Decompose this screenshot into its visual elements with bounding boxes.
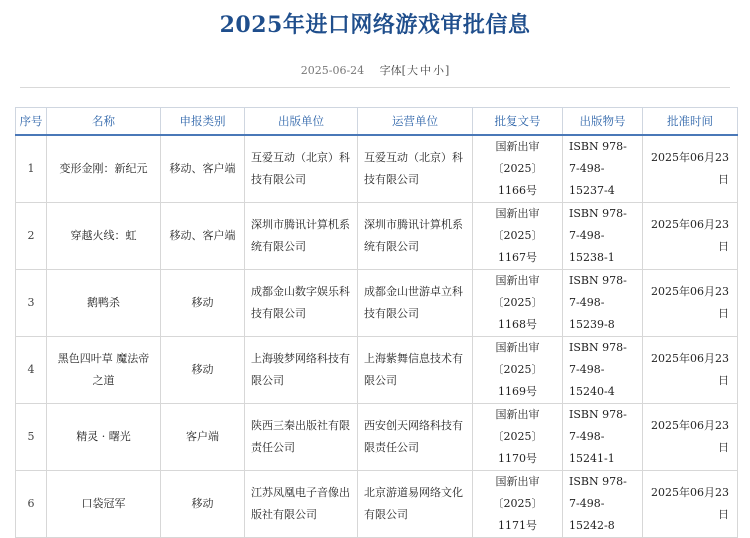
- cell-publisher: 互爱互动（北京）科技有限公司: [245, 135, 358, 203]
- cell-operator: 互爱互动（北京）科技有限公司: [358, 135, 473, 203]
- cell-no: 4: [16, 337, 47, 404]
- cell-category: 移动、客户端: [161, 203, 245, 270]
- cell-isbn: ISBN 978-7-498-15240-4: [563, 337, 643, 404]
- cell-approval-no: 国新出审〔2025〕1169号: [473, 337, 563, 404]
- col-header-publisher: 出版单位: [245, 108, 358, 136]
- cell-date: 2025年06月23日: [643, 203, 738, 270]
- table-row: [16, 337, 738, 404]
- table-header-row: [16, 108, 738, 136]
- table-row: [16, 135, 738, 203]
- article-meta: [0, 62, 750, 78]
- col-header-no: 序号: [16, 108, 47, 136]
- approval-table: [15, 107, 738, 538]
- col-header-operator: 运营单位: [358, 108, 473, 136]
- divider: [20, 87, 730, 88]
- table-row: [16, 270, 738, 337]
- cell-category: 移动: [161, 471, 245, 538]
- cell-isbn: ISBN 978-7-498-15241-1: [563, 404, 643, 471]
- cell-operator: 成都金山世游卓立科技有限公司: [358, 270, 473, 337]
- col-header-isbn: 出版物号: [563, 108, 643, 136]
- cell-approval-no: 国新出审〔2025〕1171号: [473, 471, 563, 538]
- cell-publisher: 成都金山数字娱乐科技有限公司: [245, 270, 358, 337]
- cell-name: 精灵 · 曙光: [47, 404, 161, 471]
- cell-name: 黑色四叶草 魔法帝之道: [47, 337, 161, 404]
- font-size-medium[interactable]: 中: [419, 64, 431, 77]
- cell-publisher: 陕西三秦出版社有限责任公司: [245, 404, 358, 471]
- page-title: 2025年进口网络游戏审批信息: [219, 12, 531, 38]
- cell-category: 客户端: [161, 404, 245, 471]
- table-row: [16, 404, 738, 471]
- col-header-category: 申报类别: [161, 108, 245, 136]
- cell-operator: 上海紫舞信息技术有限公司: [358, 337, 473, 404]
- cell-publisher: 江苏凤凰电子音像出版社有限公司: [245, 471, 358, 538]
- cell-approval-no: 国新出审〔2025〕1167号: [473, 203, 563, 270]
- col-header-approval-no: 批复文号: [473, 108, 563, 136]
- cell-isbn: ISBN 978-7-498-15237-4: [563, 135, 643, 203]
- cell-approval-no: 国新出审〔2025〕1166号: [473, 135, 563, 203]
- cell-date: 2025年06月23日: [643, 471, 738, 538]
- cell-no: 1: [16, 135, 47, 203]
- font-size-small[interactable]: 小: [432, 64, 444, 77]
- cell-category: 移动: [161, 270, 245, 337]
- cell-category: 移动: [161, 337, 245, 404]
- cell-date: 2025年06月23日: [643, 404, 738, 471]
- col-header-date: 批准时间: [643, 108, 738, 136]
- cell-name: 鹅鸭杀: [47, 270, 161, 337]
- publish-date: 2025-06-24: [300, 64, 365, 77]
- cell-approval-no: 国新出审〔2025〕1168号: [473, 270, 563, 337]
- cell-no: 3: [16, 270, 47, 337]
- cell-approval-no: 国新出审〔2025〕1170号: [473, 404, 563, 471]
- cell-operator: 北京游道易网络文化有限公司: [358, 471, 473, 538]
- cell-publisher: 深圳市腾讯计算机系统有限公司: [245, 203, 358, 270]
- cell-name: 穿越火线：虹: [47, 203, 161, 270]
- cell-no: 6: [16, 471, 47, 538]
- table-row: [16, 203, 738, 270]
- cell-name: 口袋冠军: [47, 471, 161, 538]
- cell-no: 5: [16, 404, 47, 471]
- cell-operator: 深圳市腾讯计算机系统有限公司: [358, 203, 473, 270]
- bracket-close: ]: [444, 64, 450, 77]
- cell-category: 移动、客户端: [161, 135, 245, 203]
- bracket-open: [: [401, 64, 406, 77]
- font-size-large[interactable]: 大: [406, 64, 418, 77]
- cell-isbn: ISBN 978-7-498-15242-8: [563, 471, 643, 538]
- cell-date: 2025年06月23日: [643, 270, 738, 337]
- cell-date: 2025年06月23日: [643, 337, 738, 404]
- col-header-name: 名称: [47, 108, 161, 136]
- table-row: [16, 471, 738, 538]
- cell-no: 2: [16, 203, 47, 270]
- font-size-label: 字体: [379, 64, 402, 77]
- cell-name: 变形金刚：新纪元: [47, 135, 161, 203]
- cell-date: 2025年06月23日: [643, 135, 738, 203]
- cell-operator: 西安创天网络科技有限责任公司: [358, 404, 473, 471]
- cell-publisher: 上海骏梦网络科技有限公司: [245, 337, 358, 404]
- cell-isbn: ISBN 978-7-498-15238-1: [563, 203, 643, 270]
- cell-isbn: ISBN 978-7-498-15239-8: [563, 270, 643, 337]
